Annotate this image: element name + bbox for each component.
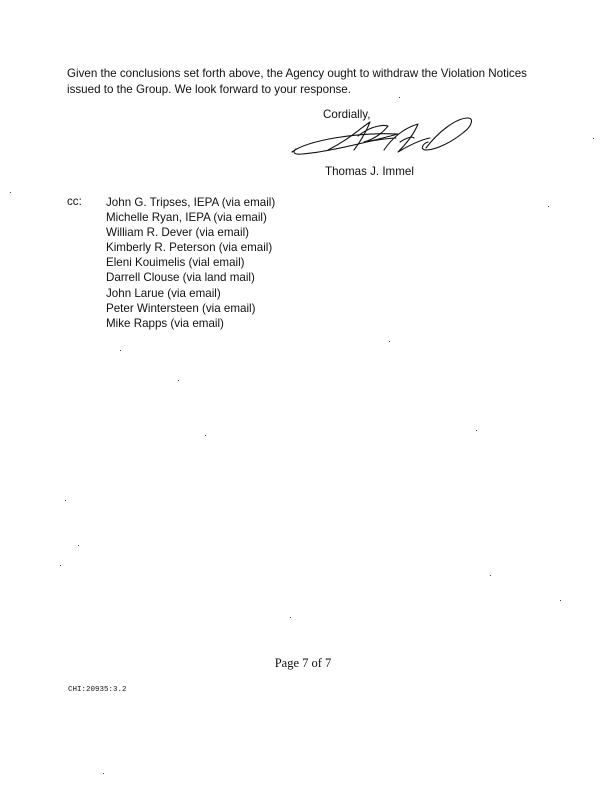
scan-speck: [120, 350, 121, 351]
closing-paragraph: [67, 66, 567, 98]
scan-speck: [205, 435, 206, 436]
cc-label: cc:: [67, 195, 82, 208]
cc-recipient: Mike Rapps (via email): [106, 316, 224, 330]
cc-recipient: Kimberly R. Peterson (via email): [106, 241, 273, 255]
scan-speck: [10, 192, 11, 193]
scan-speck: [65, 500, 66, 501]
cc-recipient: John Larue (via email): [106, 286, 221, 300]
scan-speck: [178, 380, 179, 381]
scan-speck: [490, 575, 491, 576]
cc-recipient: John G. Tripses, IEPA (via email): [106, 196, 276, 209]
cc-recipient: William R. Dever (via email): [106, 226, 250, 240]
scan-speck: [548, 206, 549, 207]
cc-recipient-list: [106, 195, 275, 331]
cc-recipient: Darrell Clouse (via land mail): [106, 271, 255, 285]
handwritten-signature: [288, 112, 474, 162]
cc-recipient: Peter Wintersteen (via email): [106, 301, 256, 315]
scan-speck: [560, 600, 561, 601]
paragraph-line: issued to the Group. We look forward to your response.: [67, 83, 351, 96]
scan-speck: [290, 617, 291, 618]
scan-speck: [103, 773, 104, 774]
scan-speck: [60, 565, 61, 566]
signer-name: Thomas J. Immel: [325, 165, 414, 178]
cc-recipient: Michelle Ryan, IEPA (via email): [106, 211, 267, 225]
scan-speck: [399, 97, 400, 98]
scan-speck: [78, 545, 79, 546]
paragraph-line: Given the conclusions set forth above, the Agency ought to withdraw the Violation Notices: [67, 67, 527, 80]
complimentary-close: Cordially,: [323, 108, 371, 121]
page-number: Page 7 of 7: [274, 656, 332, 670]
scan-speck: [593, 138, 594, 139]
document-code: CHI:20935:3.2: [68, 686, 127, 694]
cc-recipient: Eleni Kouimelis (vial email): [106, 256, 245, 270]
scan-speck: [389, 341, 390, 342]
scan-speck: [476, 430, 477, 431]
